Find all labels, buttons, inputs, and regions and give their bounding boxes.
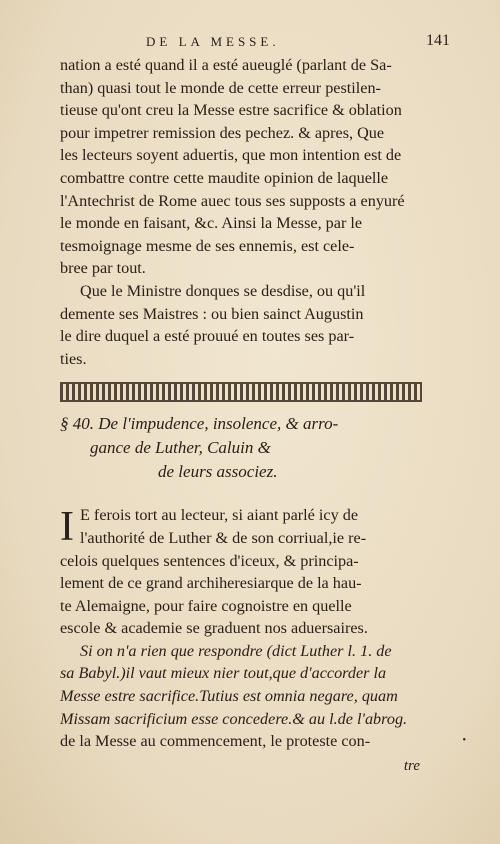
- text-line: lement de ce grand archiheresiarque de la hau-: [60, 574, 362, 593]
- text-line: Messe estre sacrifice.Tutius est omnia negare, quam: [60, 687, 398, 706]
- text-line: le dire duquel a esté prouué en toutes ses par-: [60, 327, 355, 346]
- running-head: DE LA MESSE.: [146, 34, 280, 49]
- text-line: celois quelques sentences d'iceux, & principa-: [60, 551, 359, 570]
- paragraph-4: [60, 640, 420, 753]
- page-header: [60, 34, 460, 56]
- text-line: demente ses Maistres : ou bien sainct Augustin: [60, 304, 364, 323]
- text-line: than) quasi tout le monde de cette erreur pestilen-: [60, 78, 381, 97]
- text-line: nation a esté quand il a esté aueuglé (parlant de Sa-: [60, 56, 392, 74]
- text-line: pour impetrer remission des pechez. & apres, Que: [60, 123, 385, 142]
- text-line: escole & academie se graduent nos aduersaires.: [60, 619, 368, 638]
- text-line: te Alemaigne, pour faire cognoistre en quelle: [60, 596, 352, 615]
- text-line: Missam sacrificium esse concedere.& au l.de l'abrog.: [60, 709, 408, 728]
- text-line: tieuse qu'ont creu la Messe estre sacrifice & oblation: [60, 101, 402, 120]
- section-heading-line: § 40. De l'impudence, insolence, & arro-: [60, 414, 339, 434]
- text-line: les lecteurs soyent aduertis, que mon intention est de: [60, 146, 402, 165]
- text-line: ties.: [60, 349, 87, 368]
- section-heading: [60, 412, 420, 484]
- text-line: tesmoignage mesme de ses ennemis, est cele-: [60, 236, 355, 255]
- paragraph-1: [60, 54, 420, 280]
- section-heading-line: gance de Luther, Caluin &: [90, 438, 271, 458]
- text-line: sa Babyl.)il vaut mieux nier tout,que d'accorder la: [60, 664, 387, 683]
- text-line: bree par tout.: [60, 259, 146, 278]
- text-line: l'authorité de Luther & de son corriual,ie re-: [80, 528, 367, 547]
- text-line: l'Antechrist de Rome auec tous ses supposts a enyuré: [60, 191, 405, 210]
- text-line: de la Messe au commencement, le proteste con-: [60, 732, 371, 751]
- section-heading-line: de leurs associez.: [158, 462, 278, 482]
- text-line: Si on n'a rien que respondre (dict Luther l. 1. de: [80, 641, 392, 660]
- ornamental-divider: [60, 382, 422, 402]
- page-number: 141: [426, 32, 450, 49]
- catchword: tre: [403, 757, 420, 774]
- text-line: le monde en faisant, &c. Ainsi la Messe, par le: [60, 214, 363, 233]
- text-line: Que le Ministre donques se desdise, ou qu'il: [80, 281, 366, 300]
- paragraph-3: [60, 504, 420, 640]
- text-line: combattre contre cette maudite opinion de laquelle: [60, 168, 389, 187]
- paragraph-2: [60, 280, 420, 370]
- margin-dot-mark: •: [462, 735, 466, 746]
- text-line: E ferois tort au lecteur, si aiant parlé icy de: [80, 506, 359, 525]
- text-block: [60, 54, 420, 777]
- drop-cap: I: [60, 504, 74, 551]
